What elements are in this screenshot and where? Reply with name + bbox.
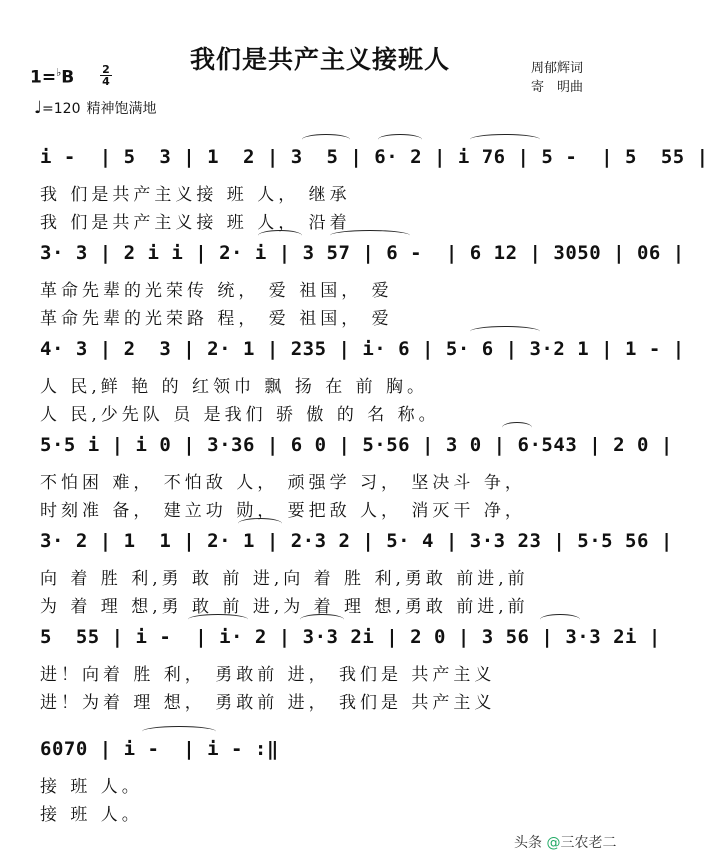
lyric-verse-1: 人 民,鲜 艳 的 红领巾 飘 扬 在 前 胸。 [40, 377, 429, 397]
slur [302, 134, 350, 145]
lyric-verse-2: 革命先辈的光荣路 程， 爱 祖国， 爱 [40, 309, 393, 329]
slur [238, 518, 282, 529]
slur [330, 230, 410, 241]
lyric-verse-2: 时刻准 备， 建立功 勋， 要把敌 人， 消灭干 净， [40, 501, 526, 521]
slur [142, 726, 216, 737]
lyric-verse-2: 我 们是共产主义接 班 人， 沿着 [40, 213, 351, 233]
lyric-verse-1: 我 们是共产主义接 班 人， 继承 [40, 185, 351, 205]
slur [470, 326, 540, 337]
score-system-3 [0, 332, 685, 428]
score-system-4 [0, 428, 673, 524]
score-system-6 [0, 620, 661, 716]
notation-line: 3· 3 | 2 i i | 2· i | 3 57 | 6 - | 6 12 | 3050 | 06 | [40, 242, 685, 264]
watermark: 头条 @三农老二 [514, 835, 617, 851]
tempo-marking: ♩=120 精神饱满地 [34, 98, 157, 118]
score-system-1 [0, 140, 709, 236]
notation-line: 4· 3 | 2 3 | 2· 1 | 235 | i· 6 | 5· 6 | 3·2 1 | 1 - | [40, 338, 685, 360]
notation-line: 3· 2 | 1 1 | 2· 1 | 2·3 2 | 5· 4 | 3·3 23 | 5·5 56 | [40, 530, 673, 552]
lyric-verse-1: 不怕困 难， 不怕敌 人， 顽强学 习， 坚决斗 争， [40, 473, 526, 493]
lyricist-credit: 周郁辉词 [531, 61, 584, 76]
lyric-verse-1: 接 班 人。 [40, 777, 143, 797]
lyric-verse-2: 进！为着 理 想， 勇敢前 进， 我们是 共产主义 [40, 693, 496, 713]
song-title: 我们是共产主义接班人 [189, 45, 450, 74]
at-icon: @ [546, 835, 561, 851]
notation-line: i - | 5 3 | 1 2 | 3 5 | 6· 2 | i 76 | 5 - | 5 55 | [40, 146, 709, 168]
slur [188, 614, 248, 625]
composer-credit: 寄 明曲 [531, 80, 584, 95]
score-system-5 [0, 524, 673, 620]
time-signature: 2 4 [100, 64, 112, 87]
slur [502, 422, 532, 433]
slur [470, 134, 540, 145]
notation-line: 5·5 i | i 0 | 3·36 | 6 0 | 5·56 | 3 0 | 6·543 | 2 0 | [40, 434, 673, 456]
lyric-verse-1: 革命先辈的光荣传 统， 爱 祖国， 爱 [40, 281, 393, 301]
slur [258, 230, 302, 241]
lyric-verse-2: 为 着 理 想,勇 敢 前 进,为 着 理 想,勇敢 前进,前 [40, 597, 529, 617]
score-system-7 [0, 732, 640, 828]
quarter-note-icon: ♩ [34, 98, 43, 118]
notation-line: 6070 | i - | i - :‖ [40, 738, 279, 760]
score-system-2 [0, 236, 685, 332]
lyric-verse-2: 人 民,少先队 员 是我们 骄 傲 的 名 称。 [40, 405, 440, 425]
slur [300, 614, 344, 625]
lyric-verse-1: 向 着 胜 利,勇 敢 前 进,向 着 胜 利,勇敢 前进,前 [40, 569, 529, 589]
notation-line: 5 55 | i - | i· 2 | 3·3 2i | 2 0 | 3 56 | 3·3 2i | [40, 626, 661, 648]
slur [540, 614, 580, 625]
lyric-verse-2: 接 班 人。 [40, 805, 143, 825]
key-signature: 1=♭B [30, 66, 75, 88]
lyric-verse-1: 进！向着 胜 利， 勇敢前 进， 我们是 共产主义 [40, 665, 496, 685]
slur [378, 134, 422, 145]
